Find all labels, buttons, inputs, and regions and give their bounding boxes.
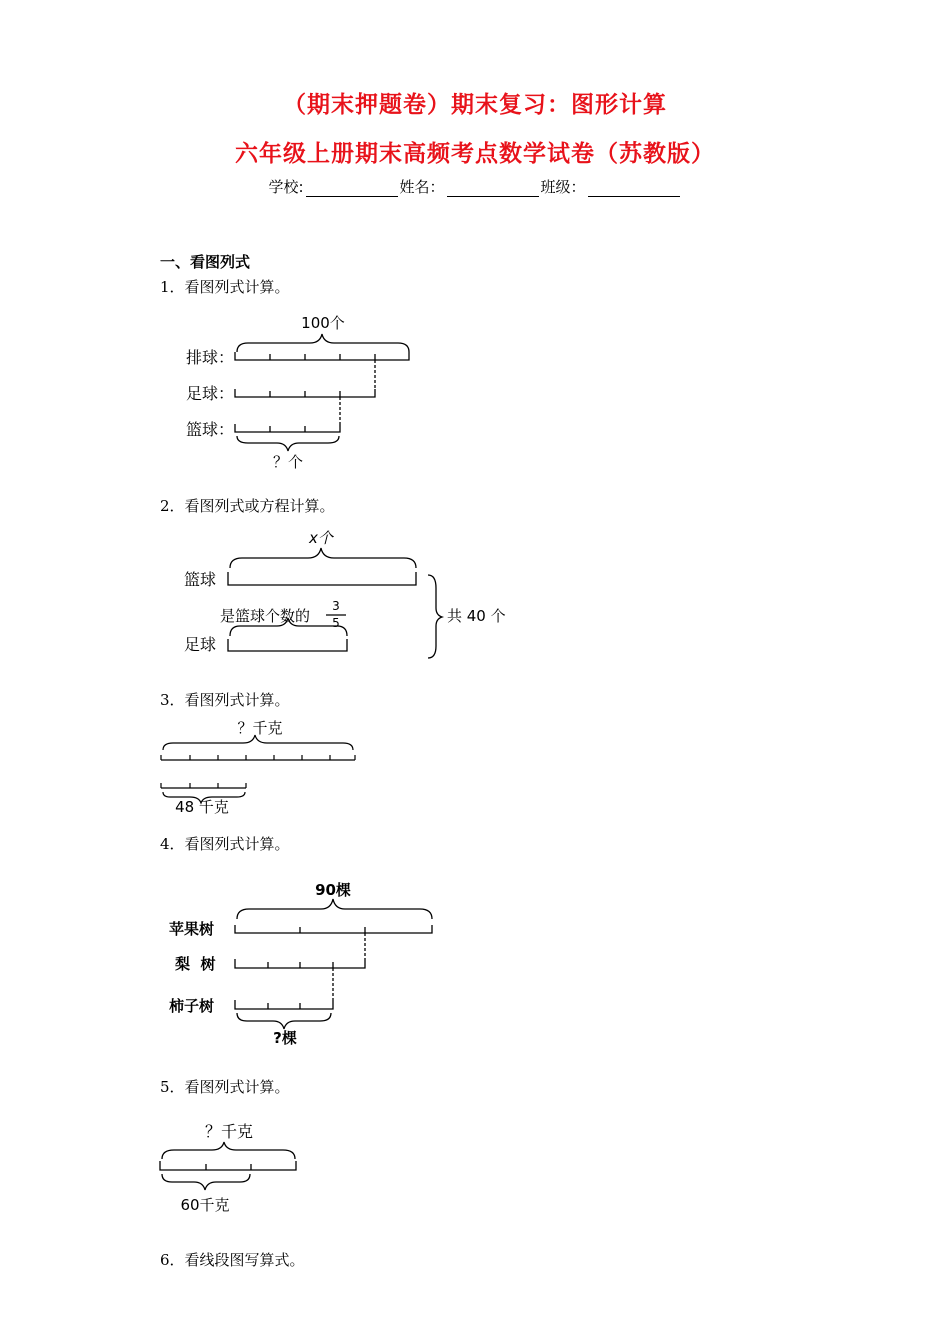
question-4 [160, 833, 290, 854]
part-segment [161, 783, 246, 788]
apple-label: 苹果树 [169, 920, 215, 938]
weight-label: 60千克 [180, 1196, 230, 1214]
unknown-brace [237, 436, 339, 451]
basketball-segment [228, 572, 416, 585]
name-label: 姓名： [399, 178, 445, 196]
apple-segment [235, 925, 432, 933]
figure-2-line-diagram [180, 530, 520, 665]
volleyball-label: 排球： [186, 348, 235, 367]
student-info [0, 176, 950, 197]
question-number: 3． [160, 691, 185, 709]
total-label: 100个 [301, 314, 345, 332]
question-2 [160, 495, 335, 516]
persimmon-label: 柿子树 [169, 997, 215, 1015]
question-text: 看图列式计算。 [184, 278, 290, 296]
part-brace [162, 1174, 250, 1190]
volleyball-segment [235, 352, 409, 360]
title-line-1: （期末押题卷）期末复习：图形计算 [283, 92, 667, 118]
total-segment [161, 755, 355, 760]
unknown-label: ？个 [272, 453, 304, 471]
pear-segment [235, 959, 365, 968]
total-label: 90棵 [315, 881, 351, 899]
total-brace [237, 899, 432, 919]
question-number: 6． [160, 1251, 185, 1269]
dashed-guide [340, 360, 375, 424]
figure-1-line-diagram [180, 310, 430, 475]
basketball-label: 篮球： [186, 420, 235, 439]
football-label: 足球 [184, 635, 217, 654]
football-segment [228, 639, 347, 651]
note-prefix: 是篮球个数的 [220, 607, 311, 625]
unknown-label: ?棵 [273, 1029, 297, 1047]
basketball-brace [230, 548, 416, 568]
total-segment [160, 1161, 296, 1170]
figure-4-line-diagram [165, 875, 450, 1055]
fraction-numerator: 3 [332, 599, 340, 613]
basketball-segment [235, 424, 340, 432]
basketball-label: 篮球 [184, 570, 217, 589]
title-line-2: 六年级上册期末高频考点数学试卷（苏教版） [235, 141, 715, 167]
question-text: 看线段图写算式。 [184, 1251, 305, 1269]
question-number: 2． [160, 497, 185, 515]
total-brace [163, 735, 353, 750]
question-3 [160, 689, 290, 710]
question-number: 1． [160, 278, 185, 296]
x-label: x个 [309, 529, 333, 547]
question-text: 看图列式计算。 [184, 835, 290, 853]
total-brace [162, 1142, 295, 1159]
school-blank[interactable] [306, 182, 398, 197]
unknown-label: ？千克 [204, 1122, 254, 1141]
question-1 [160, 276, 290, 297]
question-text: 看图列式计算。 [184, 691, 290, 709]
question-number: 5． [160, 1078, 185, 1096]
question-5 [160, 1076, 290, 1097]
pear-label: 梨 树 [175, 955, 216, 973]
figure-3-line-diagram [155, 715, 375, 820]
question-text: 看图列式计算。 [184, 1078, 290, 1096]
dashed-guide [333, 933, 365, 1000]
weight-label: 48 千克 [175, 798, 229, 816]
figure-5-line-diagram [150, 1115, 310, 1220]
class-blank[interactable] [588, 182, 680, 197]
section-heading: 一、看图列式 [160, 253, 251, 271]
school-label: 学校: [268, 178, 304, 196]
class-label: 班级： [540, 178, 586, 196]
total-label: 共 40 个 [447, 607, 506, 625]
persimmon-segment [235, 1000, 333, 1009]
fraction-denominator: 5 [332, 616, 340, 630]
total-brace [428, 575, 442, 658]
football-segment [235, 389, 375, 397]
unknown-brace [237, 1013, 331, 1029]
football-label: 足球： [186, 384, 235, 403]
name-blank[interactable] [447, 182, 539, 197]
unknown-label: ？千克 [237, 719, 283, 737]
question-number: 4． [160, 835, 185, 853]
question-6 [160, 1249, 305, 1270]
total-brace [237, 334, 409, 352]
question-text: 看图列式或方程计算。 [184, 497, 335, 515]
